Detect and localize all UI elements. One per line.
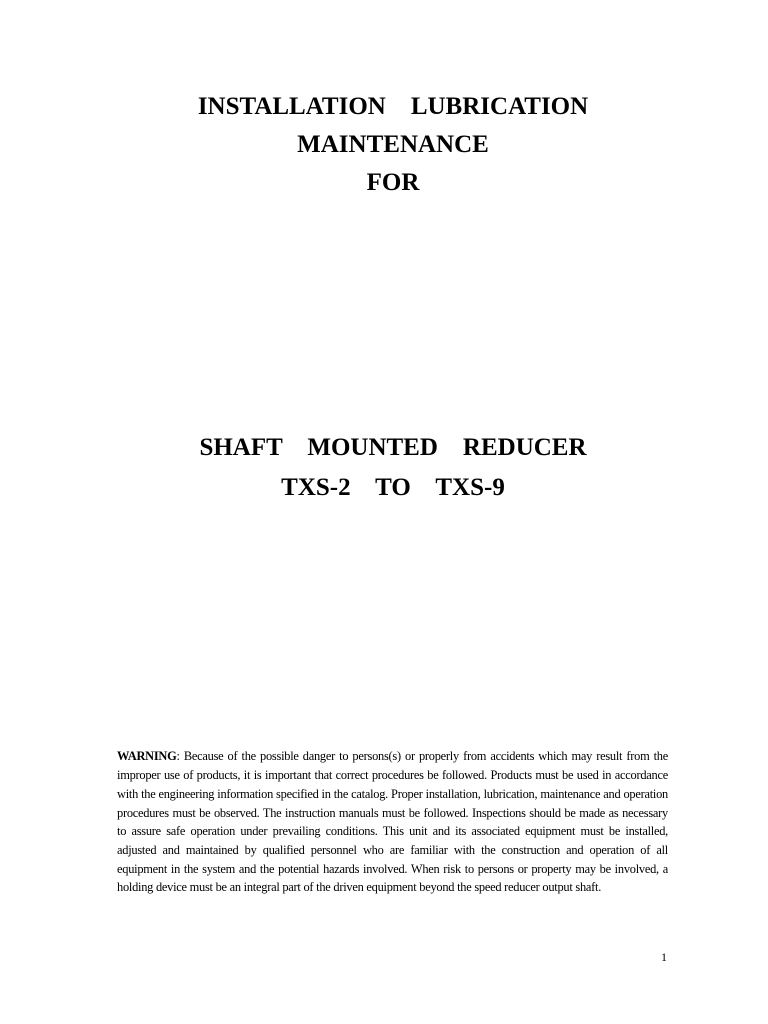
- product-model-range: TXS-2 TO TXS-9: [281, 474, 505, 501]
- warning-paragraph: [117, 747, 668, 897]
- title-installation-lubrication: INSTALLATION LUBRICATION: [197, 93, 589, 120]
- title-for: FOR: [366, 169, 420, 196]
- page-number: 1: [661, 950, 667, 964]
- product-title: SHAFT MOUNTED REDUCER: [199, 434, 587, 461]
- warning-label: WARNING: [117, 749, 177, 764]
- warning-text: : Because of the possible danger to persons(s) or properly from accidents which may result from the improper use of products, it is important that correct procedures be followed. Products must be used in accordance with the engineering information specified in the catalog. Proper installation, lubrication, maintenance and operation procedures must be observed. The instruction manuals must be followed. Inspections should be made as necessary to assure safe operation under prevailing conditions. This unit and its associated equipment must be installed, adjusted and maintained by qualified personnel who are familiar with the construction and operation of all equipment in the system and the potential hazards involved. When risk to persons or property may be involved, a holding device must be an integral part of the driven equipment beyond the speed reducer output shaft.: [117, 749, 668, 895]
- title-maintenance: MAINTENANCE: [297, 131, 489, 158]
